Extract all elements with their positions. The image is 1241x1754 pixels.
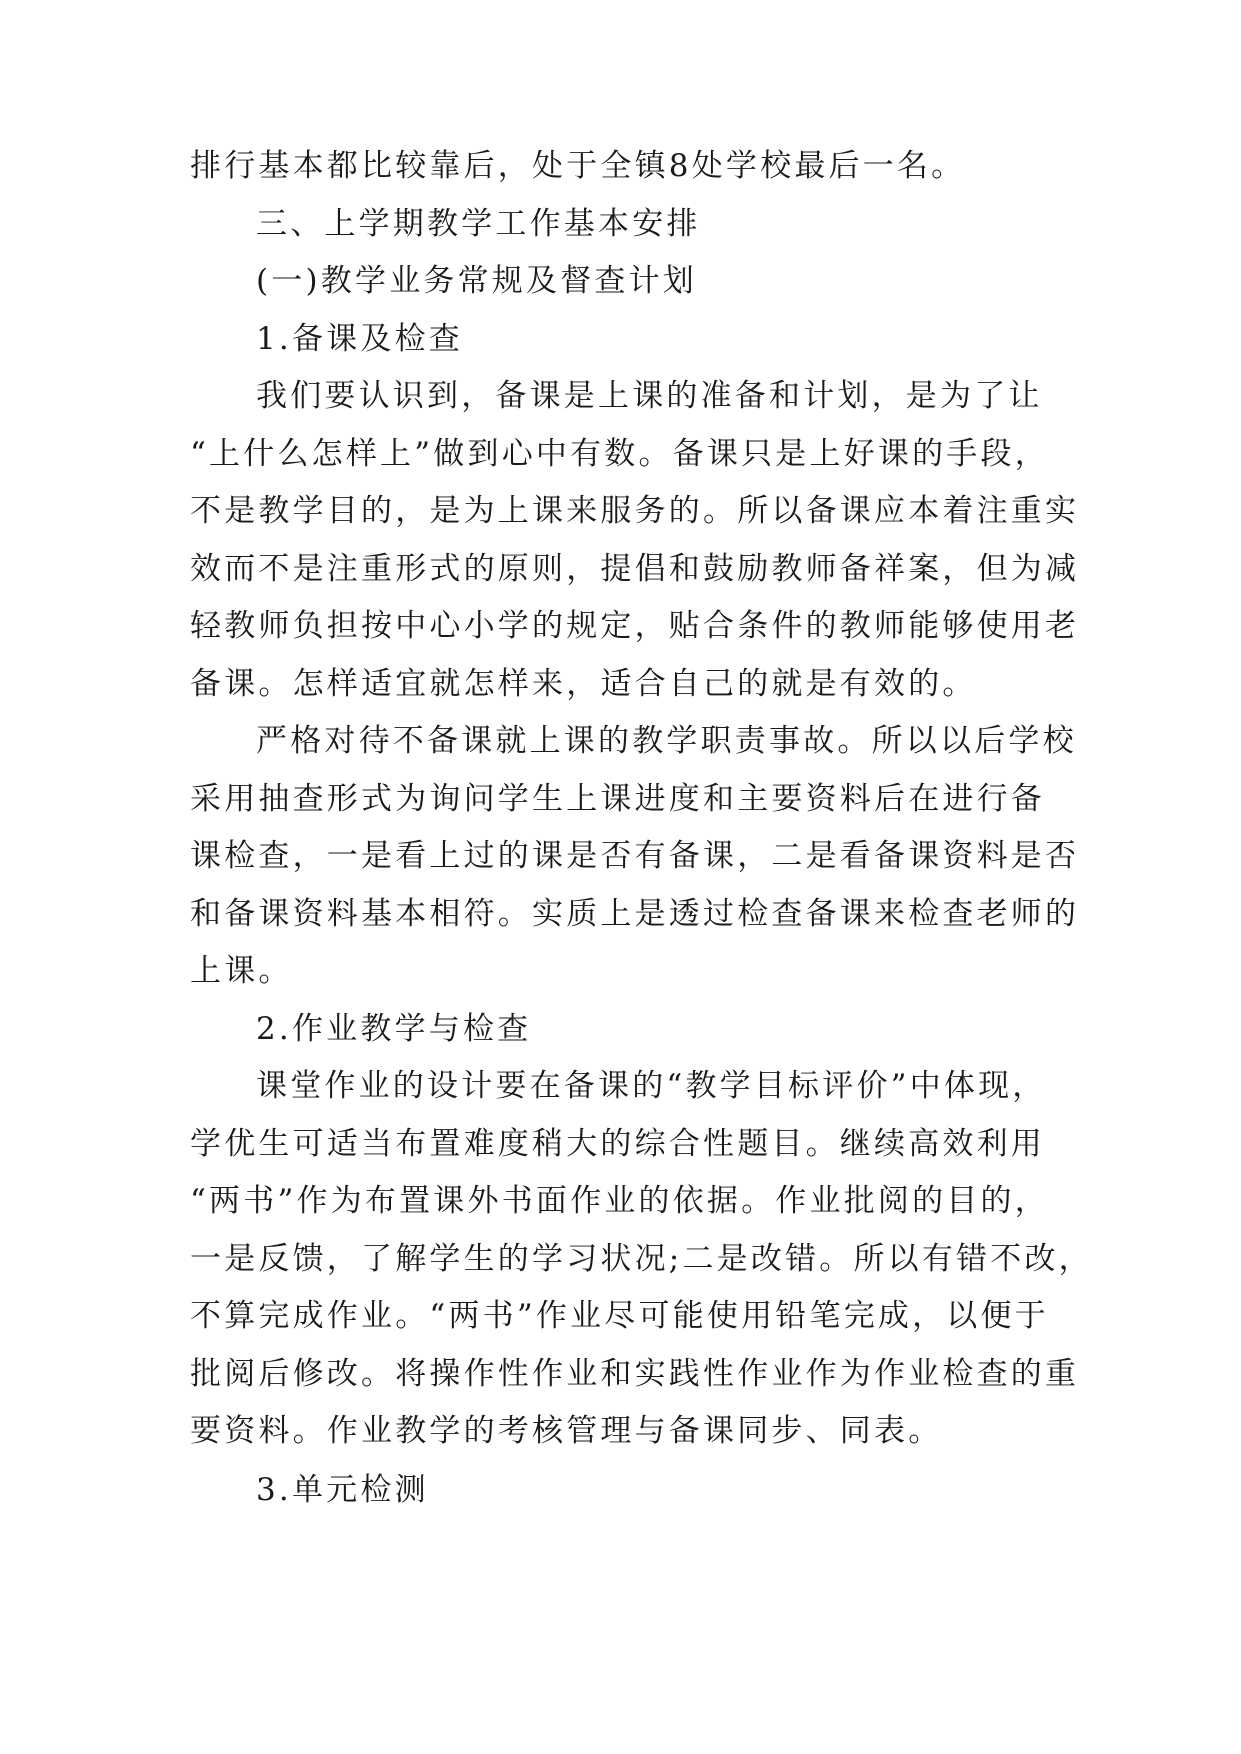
paragraph-line: 课检查，一是看上过的课是否有备课，二是看备课资料是否 [190,838,1080,874]
paragraph-line-ranking: 排行基本都比较靠后，处于全镇8处学校最后一名。 [190,148,966,184]
paragraph-line: 课堂作业的设计要在备课的“教学目标评价”中体现， [256,1068,1047,1104]
unit-test-section [190,1462,1070,1520]
paragraph-line: 不是教学目的，是为上课来服务的。所以备课应本着注重实 [190,493,1080,529]
paragraph-line: 和备课资料基本相符。实质上是透过检查备课来检查老师的 [190,895,1080,932]
paragraph-line: “两书”作为布置课外书面作业的依据。作业批阅的目的， [190,1183,1049,1219]
paragraph-line: 批阅后修改。将操作性作业和实践性作业作为作业检查的重 [190,1355,1080,1392]
paragraph-line: 轻教师负担按中心小学的规定，贴合条件的教师能够使用老 [190,608,1080,644]
paragraph-line: 一是反馈，了解学生的学习状况;二是改错。所以有错不改， [190,1240,1093,1277]
paragraph-line: 效而不是注重形式的原则，提倡和鼓励教师备祥案，但为减 [190,550,1080,587]
paragraph-line: 上课。 [190,953,293,989]
paragraph-line: 学优生可适当布置难度稍大的综合性题目。继续高效利用 [190,1125,1045,1162]
section-heading-semester-plan: 三、上学期教学工作基本安排 [256,205,701,242]
paragraph-line: 不算完成作业。“两书”作业尽可能使用铅笔完成，以便于 [190,1298,1049,1334]
document-body [190,138,1093,1461]
item-heading-homework: 2.作业教学与检查 [256,1010,532,1047]
item-heading-lesson-prep: 1.备课及检查 [256,320,463,357]
paragraph-line: 要资料。作业教学的考核管理与备课同步、同表。 [190,1413,943,1449]
paragraph-line: 严格对待不备课就上课的教学职责事故。所以以后学校 [256,723,1077,759]
paragraph-line: 我们要认识到，备课是上课的准备和计划，是为了让 [256,378,1043,414]
paragraph-line: 采用抽查形式为询问学生上课进度和主要资料后在进行备 [190,780,1045,817]
paragraph-line: “上什么怎样上”做到心中有数。备课只是上好课的手段， [190,435,1049,472]
paragraph-line: 备课。怎样适宜就怎样来，适合自己的就是有效的。 [190,665,977,702]
subsection-heading-routine-supervision: (一)教学业务常规及督查计划 [256,263,697,299]
item-heading-unit-test: 3.单元检测 [256,1472,429,1508]
